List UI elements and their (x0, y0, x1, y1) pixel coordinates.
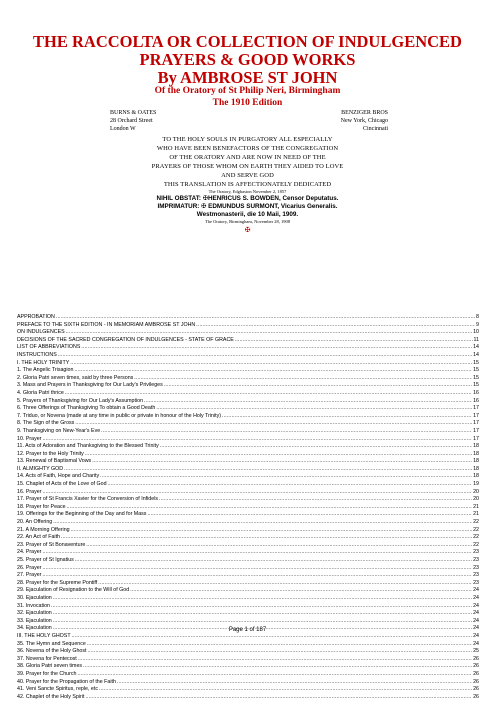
toc-entry-title: 41. Veni Sancte Spiritus, reple, etc (17, 686, 98, 693)
toc-leader-dots (42, 489, 472, 497)
toc-leader-dots (64, 466, 472, 474)
toc-entry[interactable] (17, 458, 479, 466)
toc-entry[interactable] (17, 519, 479, 527)
toc-entry-title: 22. An Act of Faith (17, 534, 60, 541)
toc-entry[interactable] (17, 436, 479, 444)
book-title-line-1: THE RACCOLTA OR COLLECTION OF INDULGENCED (33, 32, 462, 51)
toc-leader-dots (147, 511, 472, 519)
toc-leader-dots (134, 375, 472, 383)
toc-entry-page: 22 (473, 534, 479, 541)
toc-entry-title: 5. Prayers of Thanksgiving for Our Lady's Assumption (17, 397, 144, 404)
toc-entry-title: 40. Prayer for the Propagation of the Faith (17, 678, 116, 685)
toc-leader-dots (159, 496, 472, 504)
toc-entry[interactable] (17, 572, 479, 580)
toc-entry-page: 24 (473, 617, 479, 624)
toc-leader-dots (67, 504, 473, 512)
toc-leader-dots (92, 458, 472, 466)
toc-entry-page: 26 (473, 670, 479, 677)
toc-entry[interactable] (17, 443, 479, 451)
toc-entry-page: 23 (473, 572, 479, 579)
toc-entry-title: 21. A Morning Offering (17, 526, 70, 533)
toc-entry-title: 29. Ejaculation of Resignation to the Will of God (17, 587, 130, 594)
publisher-left-name: BURNS & OATES (110, 110, 157, 116)
toc-entry-page: 16 (473, 397, 479, 404)
toc-entry[interactable] (17, 648, 479, 656)
toc-entry-page: 26 (473, 678, 479, 685)
toc-entry-title: 35. The Hymn and Sequence (17, 640, 86, 647)
toc-entry[interactable] (17, 565, 479, 573)
toc-leader-dots (156, 405, 472, 413)
toc-entry-page: 17 (473, 405, 479, 412)
toc-leader-dots (61, 534, 472, 542)
toc-entry-title: ON INDULGENCES (17, 329, 65, 336)
toc-leader-dots (66, 329, 472, 337)
toc-entry[interactable] (17, 618, 479, 626)
toc-entry[interactable] (17, 473, 479, 481)
nihil-obstat: NIHIL OBSTAT: ✠HENRICUS S. BOWDEN, Censor Deputatus. (156, 195, 339, 202)
toc-entry-title: 36. Novena of the Holy Ghost (17, 648, 87, 655)
toc-entry[interactable] (17, 428, 479, 436)
oratory-birmingham-date: The Oratory, Birmingham, November 28, 1908 (205, 219, 290, 224)
dedication-line: TO THE HOLY SOULS IN PURGATORY ALL ESPECIALLY (162, 136, 333, 143)
toc-leader-dots (53, 519, 472, 527)
toc-leader-dots (75, 420, 472, 428)
toc-entry-title: 18. Prayer for Peace (17, 503, 66, 510)
toc-leader-dots (86, 542, 472, 550)
toc-leader-dots (78, 656, 472, 664)
toc-entry-title: 37. Novena for Pentecost (17, 655, 77, 662)
toc-entry-title: 2. Gloria Patri seven times, said by three Persons (17, 374, 134, 381)
toc-entry[interactable] (17, 603, 479, 611)
book-title-line-2: PRAYERS & GOOD WORKS (139, 50, 356, 69)
toc-entry[interactable] (17, 375, 479, 383)
toc-leader-dots (42, 436, 472, 444)
toc-leader-dots (88, 648, 473, 656)
publisher-right-cities: New York, Chicago (340, 118, 388, 124)
toc-entry-page: 15 (473, 367, 479, 374)
toc-entry-title: III. THE HOLY GHOST (17, 632, 71, 639)
toc-leader-dots (65, 390, 472, 398)
toc-entry-title: 14. Acts of Faith, Hope and Charity (17, 473, 100, 480)
toc-leader-dots (51, 603, 472, 611)
toc-leader-dots (53, 610, 472, 618)
toc-leader-dots (196, 322, 475, 330)
toc-leader-dots (42, 565, 472, 573)
toc-entry[interactable] (17, 352, 479, 360)
toc-leader-dots (71, 527, 472, 535)
toc-entry[interactable] (17, 466, 479, 474)
toc-entry-title: 30. Ejaculation (17, 594, 52, 601)
toc-entry-title: 24. Prayer (17, 549, 42, 556)
toc-entry-page: 18 (473, 473, 479, 480)
toc-entry-title: 12. Prayer to the Holy Trinity (17, 450, 84, 457)
toc-entry-title: 15. Chaplet of Acts of the Love of God (17, 481, 107, 488)
toc-entry-page: 17 (473, 412, 479, 419)
toc-entry-title: 8. The Sign of the Gross (17, 420, 75, 427)
toc-entry-title: 38. Gloria Patri seven times (17, 663, 83, 670)
toc-entry[interactable] (17, 595, 479, 603)
toc-entry-title: 16. Prayer (17, 488, 42, 495)
dedication-line: AND SERVE GOD (221, 172, 274, 179)
publisher-right-city: Cincinnati (363, 126, 388, 132)
dedication-line: WHO HAVE BEEN BENEFACTORS OF THE CONGREGATION (156, 145, 339, 152)
toc-entry-title: I. THE HOLY TRINITY (17, 359, 70, 366)
toc-entry-title: PREFACE TO THE SIXTH EDITION - IN MEMORIAM AMBROSE ST JOHN (17, 321, 196, 328)
toc-entry[interactable] (17, 314, 479, 322)
toc-entry-page: 21 (473, 511, 479, 518)
toc-entry[interactable] (17, 420, 479, 428)
toc-entry[interactable] (17, 481, 479, 489)
toc-entry-page: 23 (473, 549, 479, 556)
toc-entry-page: 17 (473, 435, 479, 442)
toc-entry[interactable] (17, 694, 479, 701)
toc-entry-page: 23 (473, 557, 479, 563)
toc-leader-dots (222, 413, 472, 421)
toc-entry[interactable] (17, 549, 479, 557)
toc-entry[interactable] (17, 633, 479, 641)
toc-entry-title: 19. Offerings for the Beginning of the Day and for Mass (17, 511, 147, 518)
toc-entry[interactable] (17, 656, 479, 664)
toc-entry-title: 11. Acts of Adoration and Thanksgiving to the Blessed Trinity (17, 443, 159, 450)
toc-entry-title: INSTRUCTIONS (17, 351, 57, 358)
cross-icon: ✠ (244, 226, 251, 234)
toc-leader-dots (70, 360, 472, 368)
toc-entry[interactable] (17, 344, 479, 352)
toc-entry[interactable] (17, 367, 479, 375)
toc-leader-dots (53, 595, 472, 603)
toc-entry[interactable] (17, 511, 479, 519)
toc-entry[interactable] (17, 679, 479, 687)
toc-entry-page: 10 (473, 329, 479, 336)
toc-entry[interactable] (17, 337, 479, 345)
toc-leader-dots (99, 686, 472, 694)
toc-entry-title: 9. Thanksgiving on New-Year's Eve (17, 427, 101, 434)
toc-entry-page: 18 (473, 458, 479, 465)
toc-leader-dots (164, 382, 472, 390)
toc-entry[interactable] (17, 451, 479, 459)
toc-entry[interactable] (17, 610, 479, 618)
toc-entry-title: 25. Prayer of St Ignatius (17, 557, 74, 563)
toc-leader-dots (81, 344, 472, 352)
toc-entry-title: 3. Mass and Prayers in Thanksgiving for Our Lady's Privileges (17, 382, 163, 389)
toc-entry[interactable] (17, 329, 479, 337)
toc-entry-title: 34. Ejaculation (17, 625, 52, 632)
toc-leader-dots (108, 481, 473, 489)
toc-entry[interactable] (17, 504, 479, 512)
toc-entry-page: 15 (473, 374, 479, 381)
toc-entry[interactable] (17, 398, 479, 406)
toc-entry-page: 16 (473, 389, 479, 396)
toc-entry[interactable] (17, 527, 479, 535)
toc-leader-dots (85, 694, 472, 701)
toc-entry-page: 11 (473, 336, 479, 343)
westminster-date: Westmonasterii, die 10 Maii, 1909. (196, 211, 299, 218)
toc-entry-title: 39. Prayer for the Church (17, 670, 77, 677)
toc-entry[interactable] (17, 557, 479, 565)
toc-entry-title: 33. Ejaculation (17, 617, 52, 624)
author-oratory: Of the Oratory of St Philip Neri, Birmingham (154, 86, 341, 96)
toc-entry[interactable] (17, 580, 479, 588)
toc-leader-dots (42, 572, 472, 580)
toc-leader-dots (83, 663, 472, 671)
toc-entry-title: 32. Ejaculation (17, 610, 52, 617)
toc-entry-page: 18 (473, 465, 479, 472)
publisher-left-street: 28 Orchard Street (110, 118, 153, 124)
toc-entry-page: 18 (473, 450, 479, 457)
toc-entry[interactable] (17, 413, 479, 421)
toc-leader-dots (75, 557, 472, 565)
toc-leader-dots (58, 352, 472, 360)
toc-leader-dots (85, 451, 472, 459)
dedication-line: THIS TRANSLATION IS AFFECTIONATELY DEDICATED (163, 181, 332, 188)
dedication-line: PRAYERS OF THOSE WHOM ON EARTH THEY AIDED TO LOVE (151, 163, 344, 170)
toc-entry-page: 23 (473, 564, 479, 571)
toc-entry-title: 6. Three Offerings of Thanksgiving To obtain a Good Death (17, 405, 156, 412)
toc-leader-dots (117, 679, 472, 687)
toc-entry-page: 14 (473, 344, 479, 351)
toc-leader-dots (100, 473, 472, 481)
toc-entry[interactable] (17, 489, 479, 497)
toc-entry[interactable] (17, 542, 479, 550)
edition-label: The 1910 Edition (212, 98, 283, 108)
toc-entry-page: 15 (473, 359, 479, 366)
toc-entry-page: 24 (473, 625, 479, 632)
toc-entry-page: 9 (476, 321, 479, 328)
toc-entry-page: 14 (473, 351, 479, 358)
toc-entry-title: 10. Prayer (17, 435, 42, 442)
toc-entry[interactable] (17, 496, 479, 504)
toc-leader-dots (130, 587, 472, 595)
toc-entry[interactable] (17, 587, 479, 595)
toc-entry-page: 20 (473, 496, 479, 503)
toc-entry-title: II. ALMIGHTY GOD (17, 465, 64, 472)
toc-entry-page: 23 (473, 579, 479, 586)
toc-entry-page: 8 (476, 314, 479, 320)
toc-entry-page: 24 (473, 632, 479, 639)
table-of-contents (17, 314, 479, 701)
toc-leader-dots (235, 337, 473, 345)
toc-leader-dots (72, 633, 473, 641)
toc-entry-title: 7. Triduo, or Novena (made at any time in public or private in honour of the Holy Trinity) (17, 412, 222, 419)
toc-leader-dots (77, 671, 472, 679)
book-author: By AMBROSE ST JOHN (157, 68, 338, 87)
toc-leader-dots (56, 314, 475, 322)
toc-entry-title: 26. Prayer (17, 564, 42, 571)
toc-leader-dots (87, 641, 472, 649)
toc-entry-page: 19 (473, 481, 479, 488)
toc-entry-page: 24 (473, 610, 479, 617)
toc-entry[interactable] (17, 322, 479, 330)
publisher-right-name: BENZIGER BROS (341, 110, 388, 116)
toc-entry-page: 17 (473, 420, 479, 427)
toc-entry[interactable] (17, 405, 479, 413)
toc-entry-page: 24 (473, 602, 479, 609)
toc-entry-title: 23. Prayer of St Bonaventure (17, 541, 86, 548)
toc-entry[interactable] (17, 641, 479, 649)
toc-leader-dots (101, 428, 472, 436)
toc-entry-page: 24 (473, 587, 479, 594)
toc-entry-page: 26 (473, 655, 479, 662)
toc-entry-title: LIST OF ABBREVIATIONS (17, 344, 81, 351)
toc-entry-title: 17. Prayer of St Francis Xavier for the Conversion of Infidels (17, 496, 159, 503)
toc-entry-page: 26 (473, 663, 479, 670)
publisher-left-city: London W (110, 126, 136, 132)
toc-leader-dots (160, 443, 472, 451)
toc-entry-title: 13. Renewal of Baptismal Vows (17, 458, 92, 465)
toc-entry-title: 31. Invocation (17, 602, 50, 609)
toc-entry-page: 26 (473, 686, 479, 693)
oratory-date: The Oratory, Edgbaston November 2, 1857 (208, 189, 287, 194)
toc-entry-page: 17 (473, 427, 479, 434)
toc-entry-page: 20 (473, 488, 479, 495)
toc-entry[interactable] (17, 534, 479, 542)
toc-entry-page: 24 (473, 594, 479, 601)
toc-entry-page: 22 (473, 526, 479, 533)
toc-entry[interactable] (17, 663, 479, 671)
toc-entry-page: 22 (473, 519, 479, 526)
page-number: Page 1 of 187 (228, 627, 267, 633)
imprimatur: IMPRIMATUR: ✠ EDMUNDUS SURMONT, Vicarius Generalis. (157, 203, 338, 210)
toc-entry-title: 20. An Offering (17, 519, 53, 526)
toc-entry-page: 21 (473, 503, 479, 510)
toc-leader-dots (42, 549, 472, 557)
toc-leader-dots (53, 618, 472, 626)
toc-entry-page: 25 (473, 648, 479, 655)
toc-entry-page: 15 (473, 382, 479, 389)
toc-entry[interactable] (17, 686, 479, 694)
toc-entry[interactable] (17, 360, 479, 368)
toc-entry-title: 4. Gloria Patri thrice (17, 389, 64, 396)
toc-entry-title: APPROBATION (17, 314, 55, 320)
toc-leader-dots (144, 398, 472, 406)
toc-entry[interactable] (17, 390, 479, 398)
dedication-line: OF THE ORATORY AND ARE NOW IN NEED OF THE (169, 154, 326, 161)
toc-entry-page: 26 (473, 693, 479, 700)
toc-leader-dots (74, 367, 472, 375)
toc-entry-title: 28. Prayer for the Supreme Pontiff (17, 579, 98, 586)
toc-entry-page: 18 (473, 443, 479, 450)
toc-entry-title: 1. The Angelic Trisagion (17, 367, 74, 374)
toc-entry-page: 22 (473, 541, 479, 548)
toc-entry[interactable] (17, 382, 479, 390)
toc-entry-title: 27. Prayer (17, 572, 42, 579)
toc-entry-page: 24 (473, 640, 479, 647)
toc-entry[interactable] (17, 671, 479, 679)
toc-leader-dots (98, 580, 472, 588)
toc-entry-title: DECISIONS OF THE SACRED CONGREGATION OF INDULGENCES - STATE OF GRACE (17, 336, 234, 343)
toc-entry-title: 42. Chaplet of the Holy Spirit (17, 693, 85, 700)
